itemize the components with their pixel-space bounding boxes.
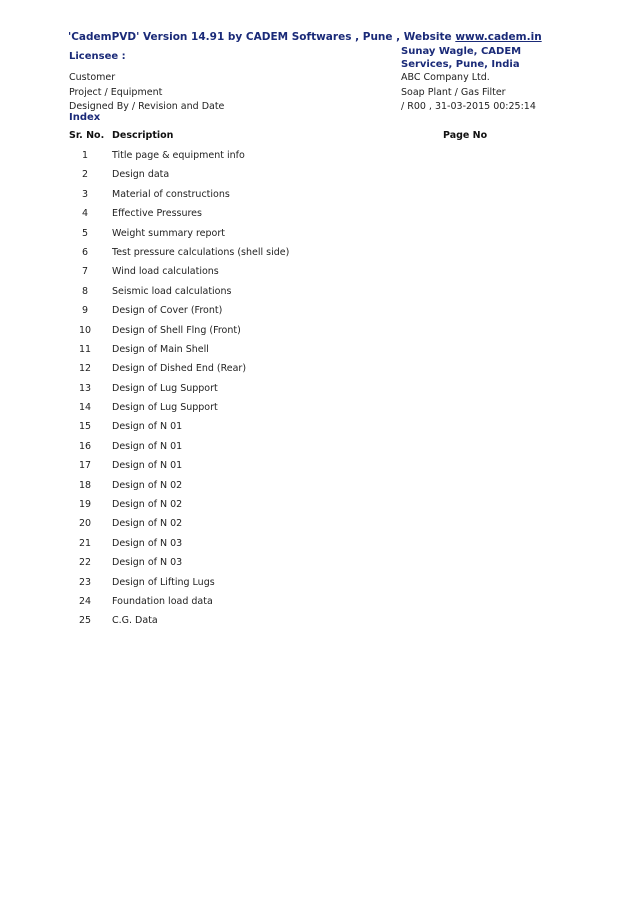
table-row	[0, 536, 638, 555]
table-row	[0, 381, 638, 400]
project-equipment-label: Project / Equipment	[69, 87, 163, 98]
row-description: Test pressure calculations (shell side)	[112, 246, 290, 258]
row-description: Design of N 01	[112, 460, 183, 472]
row-description: Title page & equipment info	[112, 150, 245, 161]
row-description: Design of Main Shell	[112, 343, 209, 355]
table-row	[0, 187, 638, 206]
column-header-page-no: Page No	[443, 130, 488, 141]
row-description: Design of Shell Flng (Front)	[112, 324, 241, 336]
row-sr-no: 20	[78, 518, 92, 530]
table-row	[0, 323, 638, 342]
row-sr-no: 8	[81, 285, 89, 297]
row-sr-no: 16	[78, 440, 92, 452]
row-sr-no: 1	[81, 150, 89, 161]
software-banner	[68, 31, 542, 43]
table-row	[0, 342, 638, 361]
row-description: Design of N 03	[112, 557, 183, 569]
row-sr-no: 22	[78, 557, 92, 569]
table-row	[0, 303, 638, 322]
row-description: Foundation load data	[112, 595, 213, 607]
designed-by-value: / R00 , 31-03-2015 00:25:14	[401, 101, 536, 112]
row-description: C.G. Data	[112, 615, 158, 627]
row-sr-no: 23	[78, 576, 92, 588]
table-row	[0, 419, 638, 438]
table-row	[0, 555, 638, 574]
row-sr-no: 19	[78, 499, 92, 511]
row-sr-no: 15	[78, 421, 92, 433]
row-description: Seismic load calculations	[112, 285, 232, 297]
customer-value: ABC Company Ltd.	[401, 72, 490, 83]
licensee-label: Licensee :	[69, 51, 126, 62]
row-sr-no: 10	[78, 324, 92, 336]
row-sr-no: 3	[81, 188, 89, 200]
column-header-description: Description	[112, 130, 174, 141]
table-row	[0, 594, 638, 613]
row-description: Design data	[112, 169, 170, 181]
banner-text: 'CademPVD' Version 14.91 by CADEM Softwares , Pune , Website	[68, 31, 456, 43]
licensee-value: Sunay Wagle, CADEM Services, Pune, India	[401, 46, 522, 70]
row-sr-no: 6	[81, 246, 89, 258]
table-row	[0, 361, 638, 380]
table-row	[0, 148, 638, 167]
website-link[interactable]: www.cadem.in	[455, 31, 542, 43]
row-description: Design of Lug Support	[112, 402, 218, 414]
row-sr-no: 5	[81, 227, 89, 239]
row-sr-no: 14	[78, 402, 92, 414]
row-description: Wind load calculations	[112, 266, 219, 278]
row-sr-no: 2	[81, 169, 89, 181]
table-row	[0, 478, 638, 497]
row-sr-no: 7	[81, 266, 89, 278]
table-row	[0, 264, 638, 283]
row-description: Material of constructions	[112, 188, 230, 200]
row-description: Design of N 01	[112, 421, 183, 433]
customer-label: Customer	[69, 72, 116, 83]
table-row	[0, 516, 638, 535]
row-description: Design of Cover (Front)	[112, 305, 223, 317]
table-row	[0, 245, 638, 264]
row-description: Design of N 03	[112, 537, 183, 549]
row-sr-no: 18	[78, 479, 92, 491]
table-row	[0, 226, 638, 245]
row-description: Design of N 02	[112, 518, 183, 530]
row-sr-no: 9	[81, 305, 89, 317]
table-row	[0, 167, 638, 186]
index-title: Index	[69, 112, 101, 123]
row-description: Design of Lug Support	[112, 382, 218, 394]
row-sr-no: 24	[78, 595, 92, 607]
row-description: Weight summary report	[112, 227, 225, 239]
row-sr-no: 21	[78, 537, 92, 549]
row-description: Design of Dished End (Rear)	[112, 363, 247, 375]
index-table	[0, 148, 638, 633]
row-sr-no: 17	[78, 460, 92, 472]
row-sr-no: 4	[81, 208, 89, 220]
designed-by-label: Designed By / Revision and Date	[69, 101, 225, 112]
row-sr-no: 13	[78, 382, 92, 394]
row-description: Design of N 02	[112, 499, 183, 511]
table-row	[0, 206, 638, 225]
column-header-sr-no: Sr. No.	[69, 130, 105, 141]
row-description: Design of Lifting Lugs	[112, 576, 215, 588]
table-row	[0, 458, 638, 477]
table-row	[0, 400, 638, 419]
row-description: Effective Pressures	[112, 208, 202, 220]
row-sr-no: 12	[78, 363, 92, 375]
table-row	[0, 613, 638, 632]
table-row	[0, 575, 638, 594]
project-equipment-value: Soap Plant / Gas Filter	[401, 87, 506, 98]
table-row	[0, 284, 638, 303]
table-row	[0, 439, 638, 458]
row-description: Design of N 02	[112, 479, 183, 491]
row-description: Design of N 01	[112, 440, 183, 452]
row-sr-no: 11	[78, 343, 92, 355]
table-row	[0, 497, 638, 516]
row-sr-no: 25	[78, 615, 92, 627]
